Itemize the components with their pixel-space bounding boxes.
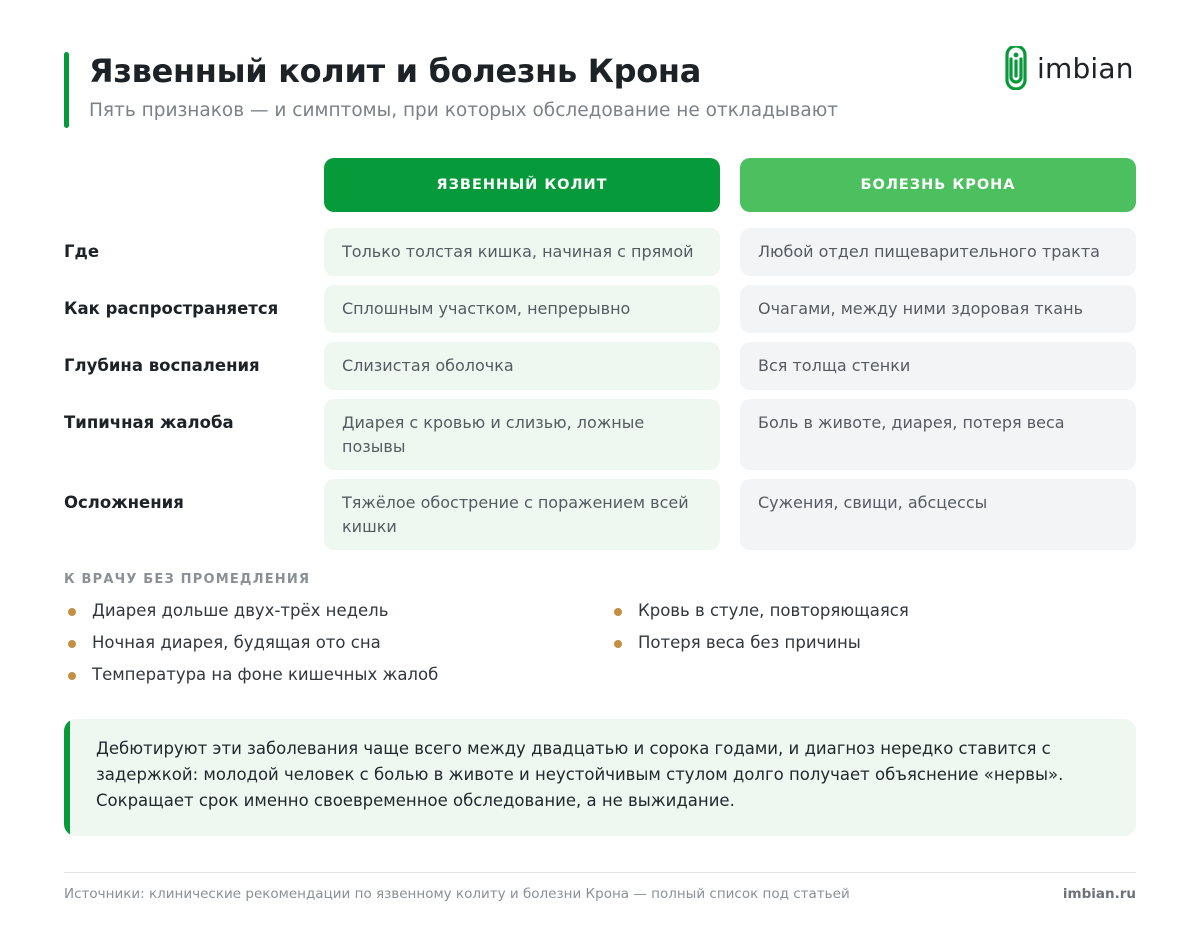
bullet-dot-icon	[614, 608, 622, 616]
info-note	[64, 719, 1136, 836]
urgent-list-item	[610, 633, 861, 652]
note-accent-bar	[64, 719, 70, 836]
urgent-item-text: Потеря веса без причины	[638, 633, 861, 652]
footer-site-link[interactable]: imbian.ru	[1062, 886, 1136, 902]
title-accent-bar	[64, 52, 69, 128]
page-subtitle: Пять признаков — и симптомы, при которых обследование не откладывают	[89, 100, 839, 121]
urgent-item-text: Кровь в стуле, повторяющаяся	[638, 601, 909, 620]
column-header-ulcerative-colitis: ЯЗВЕННЫЙ КОЛИТ	[324, 158, 720, 212]
urgent-section-label: К ВРАЧУ БЕЗ ПРОМЕДЛЕНИЯ	[64, 572, 311, 587]
cell-crohns-disease: Сужения, свищи, абсцессы	[740, 479, 1136, 550]
cell-ulcerative-colitis: Слизистая оболочка	[324, 342, 720, 390]
row-label: Где	[64, 242, 100, 261]
bullet-dot-icon	[68, 608, 76, 616]
urgent-list-item	[64, 601, 388, 620]
cell-crohns-disease: Очагами, между ними здоровая ткань	[740, 285, 1136, 333]
urgent-list-item	[610, 601, 909, 620]
cell-ulcerative-colitis: Сплошным участком, непрерывно	[324, 285, 720, 333]
cell-ulcerative-colitis: Только толстая кишка, начиная с прямой	[324, 228, 720, 276]
brand-name: imbian	[1037, 51, 1134, 85]
footer-divider	[64, 872, 1136, 873]
bullet-dot-icon	[614, 640, 622, 648]
cell-crohns-disease: Боль в животе, диарея, потеря веса	[740, 399, 1136, 470]
brand-logo[interactable]	[1003, 46, 1134, 90]
footer-sources: Источники: клинические рекомендации по язвенному колиту и болезни Крона — полный список под статьей	[64, 886, 850, 902]
bullet-dot-icon	[68, 672, 76, 680]
urgent-item-text: Температура на фоне кишечных жалоб	[92, 665, 439, 684]
urgent-list-item	[64, 633, 381, 652]
imbian-logo-icon	[1003, 46, 1029, 90]
bullet-dot-icon	[68, 640, 76, 648]
row-label: Как распространяется	[64, 299, 279, 318]
row-label: Глубина воспаления	[64, 356, 260, 375]
column-header-crohns-disease: БОЛЕЗНЬ КРОНА	[740, 158, 1136, 212]
cell-crohns-disease: Любой отдел пищеварительного тракта	[740, 228, 1136, 276]
row-label: Осложнения	[64, 493, 184, 512]
cell-ulcerative-colitis: Тяжёлое обострение с поражением всей кишки	[324, 479, 720, 550]
row-label: Типичная жалоба	[64, 413, 234, 432]
urgent-item-text: Диарея дольше двух-трёх недель	[92, 601, 389, 620]
urgent-item-text: Ночная диарея, будящая ото сна	[92, 633, 381, 652]
cell-ulcerative-colitis: Диарея с кровью и слизью, ложные позывы	[324, 399, 720, 470]
cell-crohns-disease: Вся толща стенки	[740, 342, 1136, 390]
note-text: Дебютируют эти заболевания чаще всего между двадцатью и сорока годами, и диагноз нередко ставится с задержкой: молодой человек с болью в животе и неустойчивым стулом долго получает объяснение «нервы». Сокращает срок именно своевременное обследование, а не выжидание.	[96, 739, 1064, 810]
page-title: Язвенный колит и болезнь Крона	[89, 52, 702, 90]
urgent-list-item	[64, 665, 438, 684]
